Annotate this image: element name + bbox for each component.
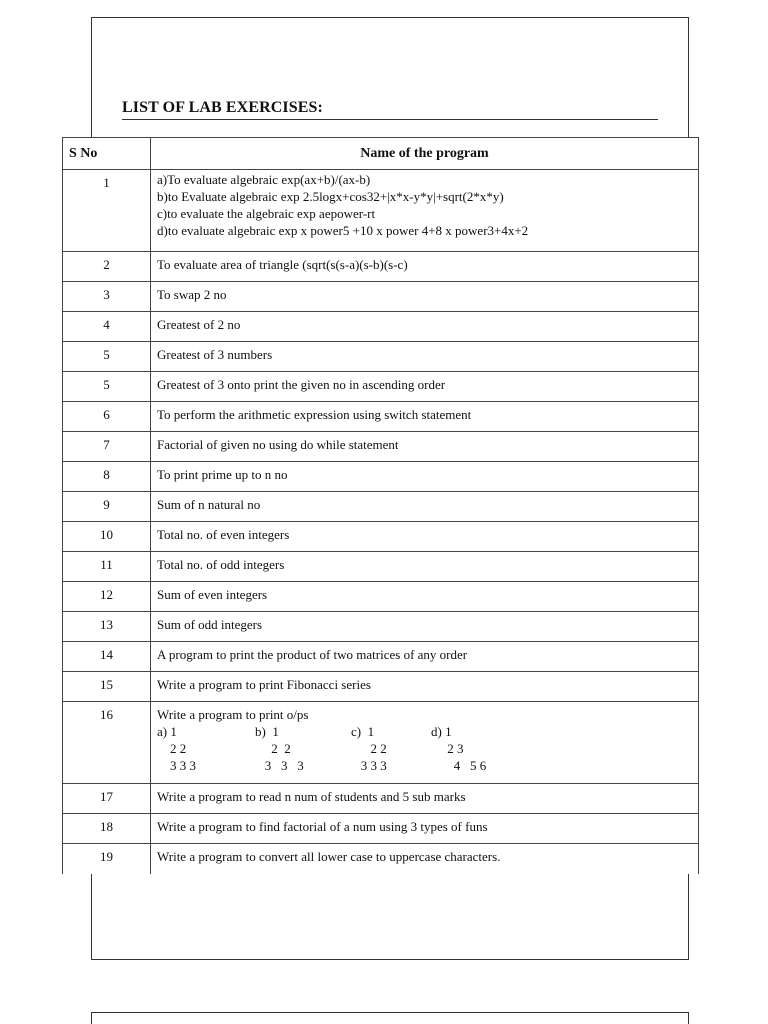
sno-cell: 5	[63, 372, 151, 402]
pattern-cell: 3 3 3	[157, 758, 196, 773]
output-pattern-row	[157, 723, 698, 740]
sno-cell: 13	[63, 612, 151, 642]
sno-cell: 8	[63, 462, 151, 492]
program-line: b)to Evaluate algebraic exp 2.5logx+cos32+|x*x-y*y|+sqrt(2*x*y)	[157, 189, 504, 204]
program-line: a)To evaluate algebraic exp(ax+b)/(ax-b)	[157, 172, 371, 187]
program-line: Write a program to print o/ps	[157, 707, 309, 722]
program-name-cell: To evaluate area of triangle (sqrt(s(s-a)(s-b)(s-c)	[151, 252, 699, 282]
table-row	[63, 814, 699, 844]
program-line: d)to evaluate algebraic exp x power5 +10 x power 4+8 x power3+4x+2	[157, 223, 529, 238]
sno-cell: 12	[63, 582, 151, 612]
sno-header: S No	[63, 138, 151, 170]
sno-cell: 3	[63, 282, 151, 312]
program-name-cell: Write a program to read n num of students and 5 sub marks	[151, 784, 699, 814]
pattern-cell: 4 5 6	[431, 758, 487, 773]
table-row	[63, 582, 699, 612]
pattern-cell: b) 1	[255, 724, 279, 739]
table-row	[63, 492, 699, 522]
table-row	[63, 642, 699, 672]
sno-cell: 14	[63, 642, 151, 672]
program-name-cell: Greatest of 3 onto print the given no in ascending order	[151, 372, 699, 402]
table-row	[63, 672, 699, 702]
table-row	[63, 522, 699, 552]
table-row	[63, 844, 699, 874]
program-name-cell: To perform the arithmetic expression using switch statement	[151, 402, 699, 432]
sno-cell: 11	[63, 552, 151, 582]
table-row	[63, 402, 699, 432]
program-name-cell: Sum of even integers	[151, 582, 699, 612]
program-name-cell: Total no. of odd integers	[151, 552, 699, 582]
output-pattern-row	[157, 757, 698, 774]
program-name-cell: Write a program to find factorial of a num using 3 types of funs	[151, 814, 699, 844]
sno-cell: 5	[63, 342, 151, 372]
program-name-cell: To print prime up to n no	[151, 462, 699, 492]
sno-cell: 15	[63, 672, 151, 702]
table-row	[63, 784, 699, 814]
program-name-cell: Sum of n natural no	[151, 492, 699, 522]
sno-cell: 6	[63, 402, 151, 432]
sno-cell: 19	[63, 844, 151, 874]
sno-cell: 10	[63, 522, 151, 552]
table-row	[63, 462, 699, 492]
program-name-cell: To swap 2 no	[151, 282, 699, 312]
program-line: c)to evaluate the algebraic exp aepower-rt	[157, 206, 376, 221]
table-row	[63, 432, 699, 462]
program-name-cell: Write a program to convert all lower case to uppercase characters.	[151, 844, 699, 874]
program-name-cell: Factorial of given no using do while statement	[151, 432, 699, 462]
pattern-cell: c) 1	[351, 724, 375, 739]
lab-exercises-table	[62, 137, 699, 874]
sno-cell: 9	[63, 492, 151, 522]
sno-cell: 7	[63, 432, 151, 462]
program-name-cell	[151, 702, 699, 784]
table-row	[63, 312, 699, 342]
table-row	[63, 552, 699, 582]
program-name-cell: Sum of odd integers	[151, 612, 699, 642]
table-header-row	[63, 138, 699, 170]
pattern-cell: 2 2	[351, 741, 387, 756]
sno-cell: 16	[63, 702, 151, 784]
pattern-cell: a) 1	[157, 724, 177, 739]
sno-cell: 4	[63, 312, 151, 342]
table-row	[63, 702, 699, 784]
sno-cell: 18	[63, 814, 151, 844]
pattern-cell: 3 3 3	[255, 758, 304, 773]
output-pattern-row	[157, 740, 698, 757]
pattern-cell: 2 3	[431, 741, 464, 756]
table-row	[63, 612, 699, 642]
program-name-cell: Write a program to print Fibonacci series	[151, 672, 699, 702]
table-row	[63, 252, 699, 282]
table-row	[63, 170, 699, 252]
pattern-cell: 2 2	[255, 741, 291, 756]
program-name-cell	[151, 170, 699, 252]
pattern-cell: 2 2	[157, 741, 187, 756]
program-name-cell: A program to print the product of two matrices of any order	[151, 642, 699, 672]
next-page-border	[91, 1012, 689, 1024]
pattern-cell: d) 1	[431, 724, 452, 739]
sno-cell: 17	[63, 784, 151, 814]
program-name-cell: Total no. of even integers	[151, 522, 699, 552]
program-name-cell: Greatest of 3 numbers	[151, 342, 699, 372]
page-title: LIST OF LAB EXERCISES:	[122, 99, 658, 120]
sno-cell: 1	[63, 170, 151, 252]
table-body	[63, 170, 699, 874]
table-row	[63, 342, 699, 372]
sno-cell: 2	[63, 252, 151, 282]
pattern-cell: 3 3 3	[351, 758, 387, 773]
program-name-cell: Greatest of 2 no	[151, 312, 699, 342]
program-name-header: Name of the program	[151, 138, 699, 170]
table-row	[63, 282, 699, 312]
table-row	[63, 372, 699, 402]
